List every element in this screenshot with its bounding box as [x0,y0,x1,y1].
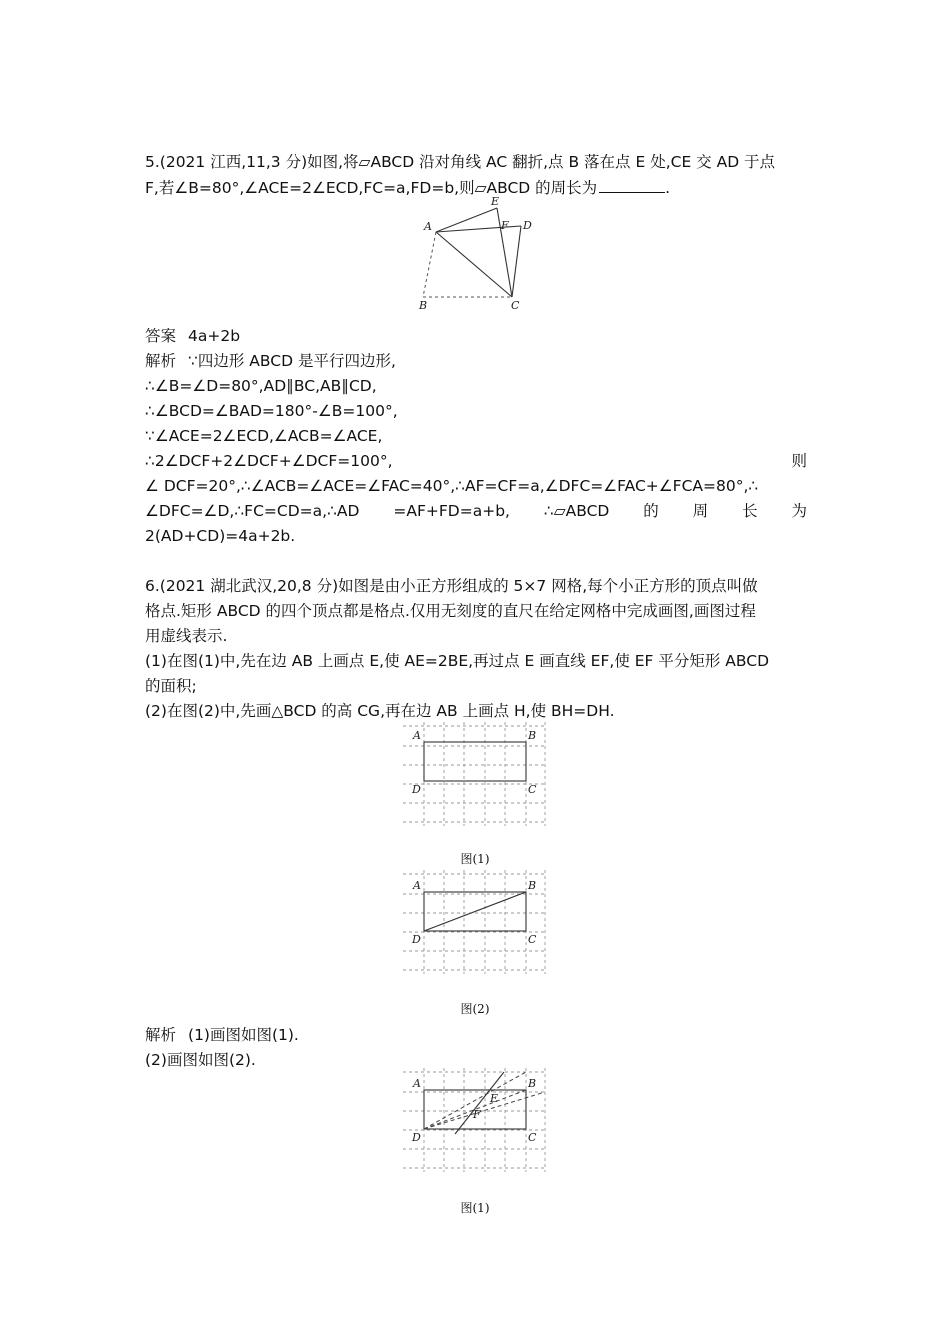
q5-line-2-end: . [665,179,671,197]
q6-line-5: 的面积; [145,677,197,695]
q5-dc-line [512,226,521,297]
q5-label-b: B [419,299,428,312]
q5-sol-5b: 则 [791,452,807,470]
answer-label: 答案 [145,327,177,345]
analysis-label: 解析 [145,352,177,370]
q6-line-3: 用虚线表示. [145,627,228,645]
g3-label-c: C [528,1131,537,1144]
grid-lines-1 [403,722,547,826]
g2-label-a: A [413,879,421,892]
q5-label-a: A [424,220,432,233]
grid-lines-2 [403,870,547,974]
q5-answer [145,326,240,346]
q5-label-d: D [523,219,532,232]
grid-figure-1 [400,722,550,828]
q6-analysis-1 [145,1025,299,1045]
g3-label-f: F [473,1108,481,1121]
rect-abcd-1 [424,742,526,781]
q5-ab-dashed [423,232,436,297]
q5-sol-5a: ∴2∠DCF+2∠DCF+∠DCF=100°, [145,452,393,470]
q5-ac-line [436,232,512,297]
g1-label-c: C [528,783,537,796]
g1-label-d: D [412,783,421,796]
q6-analysis-label: 解析 [145,1026,177,1044]
grid-figure-2 [400,870,550,976]
q5-sol-5 [145,451,807,471]
q6-line-6: (2)在图(2)中,先画△BCD 的高 CG,再在边 AB 上画点 H,使 BH=DH. [145,702,615,720]
q5-label-f: F [501,219,509,232]
g3-label-b: B [528,1077,537,1090]
q5-line-2 [145,177,670,198]
q5-sol-7 [145,501,807,521]
q5-sol-6 [145,476,807,496]
q5-sol-7-c: ∴▱ABCD [543,502,610,520]
q6-line-4: (1)在图(1)中,先在边 AB 上画点 E,使 AE=2BE,再过点 E 画直线 EF,使 EF 平分矩形 ABCD [145,652,770,670]
q5-line-2-text: F,若∠B=80°,∠ACE=2∠ECD,FC=a,FD=b,则▱ABCD 的周长为 [145,179,598,197]
diagonal-bd [424,892,526,931]
q5-line-1: 5.(2021 江西,11,3 分)如图,将▱ABCD 沿对角线 AC 翻折,点 B 落在点 E 处,CE 交 AD 于点 [145,153,776,171]
q5-sol-6-text: ∠ DCF=20°,∴∠ACB=∠ACE=∠FAC=40°,∴AF=CF=a,∠DFC=∠FAC+∠FCA=80°,∴ [145,477,759,495]
q5-sol-8: 2(AD+CD)=4a+2b. [145,527,296,545]
g3-label-a: A [413,1077,421,1090]
q5-sol-7-b: =AF+FD=a+b, [393,502,510,520]
g1-label-a: A [413,729,421,742]
caption-fig-2: 图(2) [460,1002,490,1016]
g2-label-c: C [528,933,537,946]
q5-label-c: C [511,299,520,312]
q5-sol-7-a: ∠DFC=∠D,∴FC=CD=a,∴AD [145,502,360,520]
q5-sol-1-text: ∵四边形 ABCD 是平行四边形, [188,352,396,370]
q6-analysis-2: (2)画图如图(2). [145,1051,256,1069]
q6-line-2: 格点.矩形 ABCD 的四个顶点都是格点.仅用无刻度的直尺在给定网格中完成画图,画图过程 [145,602,756,620]
q5-sol-4: ∵∠ACE=2∠ECD,∠ACB=∠ACE, [145,427,383,445]
q5-figure [415,192,545,314]
g1-label-b: B [528,729,537,742]
caption-fig-3: 图(1) [460,1201,490,1215]
q5-sol-3: ∴∠BCD=∠BAD=180°-∠B=100°, [145,402,398,420]
q5-sol-7-f: 长 [742,502,758,520]
q5-sol-2: ∴∠B=∠D=80°,AD∥BC,AB∥CD, [145,377,377,395]
g3-label-d: D [412,1131,421,1144]
g2-label-b: B [528,879,537,892]
q6-analysis-1-text: (1)画图如图(1). [188,1026,299,1044]
g3-label-e: E [490,1092,499,1105]
answer-blank [599,177,665,193]
grid-figure-solution [400,1068,550,1174]
q5-label-e: E [491,195,500,208]
q5-sol-7-g: 为 [791,502,807,520]
answer-value: 4a+2b [188,327,241,345]
g2-label-d: D [412,933,421,946]
q5-sol-7-d: 的 [643,502,659,520]
caption-fig-1: 图(1) [460,852,490,866]
q5-sol-7-e: 周 [692,502,709,520]
q6-line-1: 6.(2021 湖北武汉,20,8 分)如图是由小正方形组成的 5×7 网格,每个小正方形的顶点叫做 [145,577,758,595]
q5-sol-1 [145,351,396,371]
